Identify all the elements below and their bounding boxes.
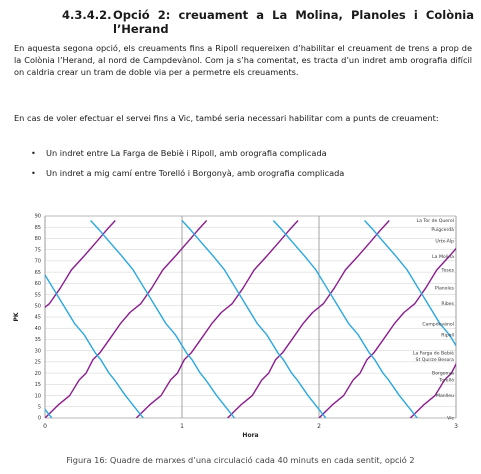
bullet-text: Un indret entre La Farga de Bebiè i Ripoll, amb orografia complicada — [46, 148, 327, 158]
y-tick-label: 20 — [34, 370, 41, 377]
y-tick-label: 80 — [34, 236, 41, 243]
y-tick-label: 75 — [34, 247, 41, 254]
x-tick-label: 1 — [180, 423, 184, 430]
y-tick-label: 45 — [34, 314, 41, 321]
y-tick-label: 35 — [34, 337, 41, 344]
chart-canvas — [8, 210, 474, 450]
train-run-down-line — [273, 220, 417, 418]
section-title: Opció 2: creuament a La Molina, Planoles i Colònia l’Herand — [113, 8, 474, 36]
chart-labels — [413, 218, 455, 422]
x-tick-label: 0 — [43, 423, 47, 430]
chart-series — [8, 220, 474, 418]
train-run-down-line — [91, 220, 235, 418]
bullet-dot: • — [31, 168, 36, 178]
x-tick-label: 3 — [454, 423, 458, 430]
section-number: 4.3.4.2. — [62, 8, 112, 22]
station-label: La Molina — [432, 255, 454, 260]
station-label: Ripoll — [441, 333, 454, 339]
bullet-list — [14, 147, 472, 179]
y-tick-label: 65 — [34, 269, 41, 276]
train-run-down-line — [182, 220, 326, 418]
station-label: Borgonyà — [432, 371, 454, 377]
train-run-up-line — [319, 220, 474, 418]
train-run-down-line — [8, 220, 143, 418]
y-tick-label: 0 — [37, 415, 41, 422]
station-label: Toses — [441, 268, 454, 274]
train-run-up-line — [228, 220, 390, 418]
y-tick-label: 50 — [34, 303, 41, 310]
station-label: Urtx-Alp — [435, 239, 454, 245]
y-tick-label: 70 — [34, 258, 41, 265]
station-label: Torelló — [439, 378, 454, 384]
y-tick-label: 85 — [34, 224, 41, 231]
station-label: La Tor de Querol — [416, 219, 454, 225]
bullet-text: Un indret a mig camí entre Torelló i Borgonyà, amb orografia complicada — [46, 168, 345, 178]
y-tick-label: 5 — [37, 404, 41, 411]
train-run-up-line — [136, 220, 298, 418]
y-tick-label: 55 — [34, 292, 41, 299]
station-label: St Quirze Besora — [415, 358, 454, 364]
station-label: Planoles — [434, 286, 454, 292]
train-run-down-line — [365, 220, 474, 418]
bullet-item — [14, 147, 472, 159]
y-tick-label: 30 — [34, 348, 41, 355]
y-tick-label: 15 — [34, 382, 41, 389]
station-label: Manlleu — [436, 394, 454, 400]
station-label: Ribes — [441, 302, 454, 308]
figure-caption: Figura 16: Quadre de marxes d’una circulació cada 40 minuts en cada sentit, opció 2 — [66, 455, 415, 465]
station-label: Vic — [447, 416, 454, 422]
paragraph-vic: En cas de voler efectuar el servei fins a Vic, també seria necessari habilitar com a punts de creuament: — [14, 113, 439, 123]
train-run-up-line — [410, 220, 474, 418]
x-tick-label: 2 — [317, 423, 321, 430]
y-tick-label: 60 — [34, 281, 41, 288]
chart-axes — [13, 214, 458, 439]
bullet-item — [14, 167, 472, 179]
section-heading — [62, 8, 474, 36]
y-axis-title: PK — [13, 312, 20, 322]
y-tick-label: 90 — [34, 213, 41, 220]
train-run-up-line — [8, 220, 115, 418]
x-axis-title: Hora — [242, 432, 259, 439]
paragraph-intro: En aquesta segona opció, els creuaments fins a Ripoll requereixen d’habilitar el creuament de trens a prop de la Colònia l’Herand, al nord de Campdevànol. Com ja s’ha comentat, es tracta d’un indret amb orografia difícil on caldria crear un tram de doble via per a permetre els creuaments. — [14, 43, 472, 77]
y-tick-label: 10 — [34, 393, 41, 400]
bullet-dot: • — [31, 148, 36, 158]
y-tick-label: 25 — [34, 359, 41, 366]
train-schedule-chart — [8, 210, 474, 450]
station-label: Campdevànol — [422, 322, 454, 328]
y-tick-label: 40 — [34, 325, 41, 332]
station-label: La Farga de Bebiè — [412, 351, 454, 357]
station-label: Puigcerdà — [431, 228, 454, 234]
